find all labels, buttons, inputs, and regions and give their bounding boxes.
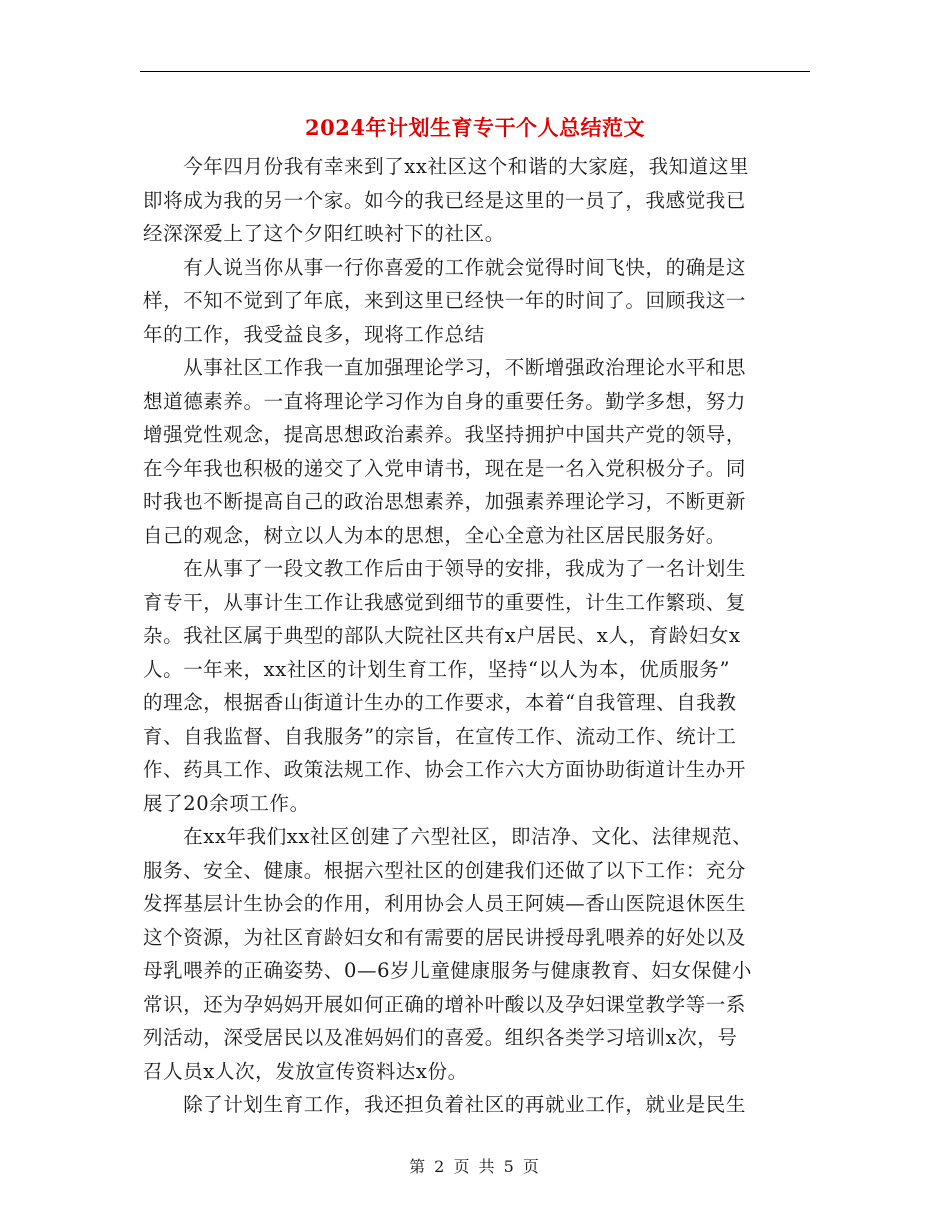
text-line: 自己的观念，树立以人为本的思想，全心全意为社区居民服务好。 bbox=[143, 523, 726, 547]
text-line: 常识，还为孕妈妈开展如何正确的增补叶酸以及孕妇课堂教学等一系 bbox=[143, 992, 747, 1016]
document-body bbox=[143, 150, 807, 1122]
text-line: 有人说当你从事一行你喜爱的工作就会觉得时间飞快，的确是这 bbox=[143, 255, 747, 279]
text-line: 召人员x人次，发放宣传资料达x份。 bbox=[143, 1059, 468, 1083]
text-line: 今年四月份我有幸来到了xx社区这个和谐的大家庭，我知道这里 bbox=[143, 155, 750, 178]
text-line: 从事社区工作我一直加强理论学习，不断增强政治理论水平和思 bbox=[143, 356, 747, 379]
text-line: 年的工作，我受益良多，现将工作总结 bbox=[143, 322, 485, 346]
text-line: 列活动，深受居民以及准妈妈们的喜爱。组织各类学习培训x次，号 bbox=[143, 1026, 738, 1049]
text-line: 想道德素养。一直将理论学习作为自身的重要任务。勤学多想，努力 bbox=[143, 389, 747, 413]
text-line: 展了20余项工作。 bbox=[143, 791, 310, 815]
text-line: 在今年我也积极的递交了入党申请书，现在是一名入党积极分子。同 bbox=[143, 456, 747, 480]
page-number-footer: 第 2 页 共 5 页 bbox=[409, 1157, 541, 1176]
text-line: 母乳喂养的正确姿势、0—6岁儿童健康服务与健康教育、妇女保健小 bbox=[143, 959, 752, 982]
text-line: 样，不知不觉到了年底，来到这里已经快一年的时间了。回顾我这一 bbox=[143, 289, 747, 312]
text-line: 在xx年我们xx社区创建了六型社区，即洁净、文化、法律规范、 bbox=[143, 825, 753, 848]
text-line: 服务、安全、健康。根据六型社区的创建我们还做了以下工作：充分 bbox=[143, 858, 747, 882]
text-line: 即将成为我的另一个家。如今的我已经是这里的一员了，我感觉我已 bbox=[143, 188, 747, 212]
text-line: 经深深爱上了这个夕阳红映衬下的社区。 bbox=[143, 222, 505, 245]
text-line: 育、自我监督、自我服务”的宗旨，在宣传工作、流动工作、统计工 bbox=[143, 724, 737, 748]
document-title: 2024年计划生育专干个人总结范文 bbox=[305, 115, 645, 140]
text-line: 人。一年来，xx社区的计划生育工作，坚持“以人为本，优质服务” bbox=[143, 657, 731, 681]
text-line: 杂。我社区属于典型的部队大院社区共有x户居民、x人，育龄妇女x bbox=[143, 624, 741, 647]
text-line: 增强党性观念，提高思想政治素养。我坚持拥护中国共产党的领导， bbox=[143, 423, 747, 446]
text-line: 的理念，根据香山街道计生办的工作要求，本着“自我管理、自我教 bbox=[143, 691, 737, 714]
text-line: 这个资源，为社区育龄妇女和有需要的居民讲授母乳喂养的好处以及 bbox=[143, 925, 747, 949]
text-line: 发挥基层计生协会的作用，利用协会人员王阿姨—香山医院退休医生 bbox=[143, 892, 747, 915]
text-line: 在从事了一段文教工作后由于领导的安排，我成为了一名计划生 bbox=[143, 557, 747, 580]
text-line: 除了计划生育工作，我还担负着社区的再就业工作，就业是民生 bbox=[143, 1093, 747, 1116]
header-rule bbox=[140, 71, 810, 72]
text-line: 时我也不断提高自己的政治思想素养，加强素养理论学习，不断更新 bbox=[143, 490, 747, 513]
text-line: 作、药具工作、政策法规工作、协会工作六大方面协助街道计生办开 bbox=[143, 758, 747, 781]
text-line: 育专干，从事计生工作让我感觉到细节的重要性，计生工作繁琐、复 bbox=[143, 590, 747, 614]
